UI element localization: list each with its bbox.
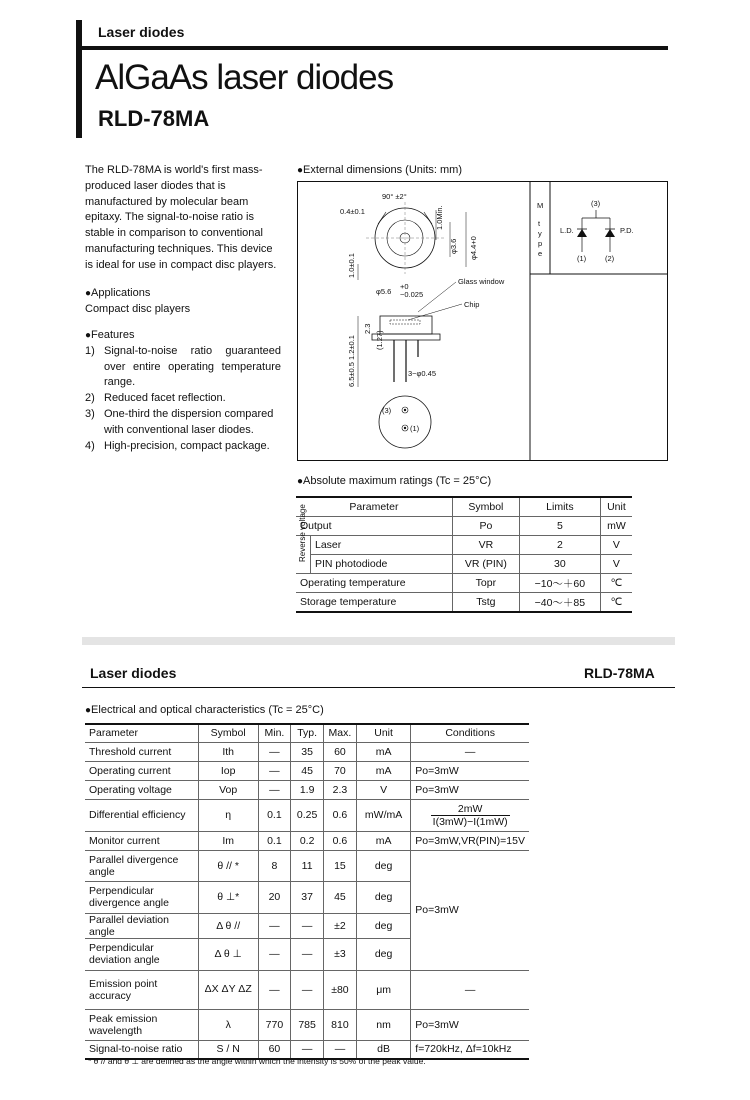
table-row (85, 761, 529, 780)
reverse-voltage-label: Reverse voltage (298, 503, 307, 562)
features-section (85, 328, 281, 454)
param-cell: PIN photodiode (311, 555, 453, 574)
limit-cell: 2 (519, 536, 600, 555)
min-cell: — (258, 742, 291, 761)
typ-cell: 37 (291, 881, 324, 913)
feature-text: Reduced facet reflection. (104, 392, 226, 405)
dim-angle-label: 90° ±2° (382, 192, 407, 201)
type-letter: t (538, 219, 541, 228)
param-cell: Parallel divergence angle (85, 850, 198, 881)
unit-cell: deg (356, 850, 410, 881)
condition-cell: Po=3mW,VR(PIN)=15V (411, 831, 529, 850)
dim-label: 3−φ0.45 (408, 369, 437, 378)
max-cell: 0.6 (323, 799, 356, 831)
param-cell: Differential efficiency (85, 799, 198, 831)
limit-cell: 30 (519, 555, 600, 574)
unit-cell: deg (356, 913, 410, 938)
typ-cell: — (291, 970, 324, 1009)
dimensions-heading (297, 164, 462, 176)
page-separator (82, 637, 675, 645)
table-row (85, 799, 529, 831)
table-row (85, 970, 529, 1009)
group-cell (296, 503, 311, 574)
category-label: Laser diodes (98, 24, 185, 40)
param-cell: Output (296, 517, 452, 536)
applications-heading: Applications (91, 287, 151, 299)
max-cell: 60 (323, 742, 356, 761)
table-row (85, 1009, 529, 1040)
unit-cell: mW/mA (356, 799, 410, 831)
product-description: The RLD-78MA is world's first mass-produced laser diodes that is manufactured by molecular beam epitaxy. The signal-to-noise ratio is stable in comparison to conventional manufacturing techniques. This device is ideal for use in compact disc players. (85, 164, 277, 271)
chip-label: Chip (464, 300, 480, 309)
fraction-numerator: 2mW (431, 803, 510, 816)
column-header: Typ. (291, 724, 324, 742)
typ-cell: — (291, 1040, 324, 1059)
symbol-cell: VR (452, 536, 519, 555)
feature-number: 2) (85, 392, 95, 405)
table-row (296, 536, 632, 555)
page2-model-number: RLD-78MA (584, 665, 655, 681)
limit-cell: −10～＋60 (519, 574, 600, 593)
unit-cell: deg (356, 938, 410, 970)
abs-ratings-table (296, 496, 632, 613)
dim-label: 0.4±0.1 (340, 207, 365, 216)
max-cell: — (323, 1040, 356, 1059)
condition-cell: f=720kHz, Δf=10kHz (411, 1040, 529, 1059)
column-header: Symbol (452, 497, 519, 517)
unit-cell: ℃ (600, 574, 632, 593)
footnote: * θ // and θ ⊥ are defined as the angle within which the intensity is 50% of the peak value. (88, 1056, 426, 1066)
max-cell: 45 (323, 881, 356, 913)
typ-cell: 45 (291, 761, 324, 780)
typ-cell: 0.2 (291, 831, 324, 850)
dim-label: 6.5±0.5 (347, 362, 356, 387)
condition-cell: — (411, 970, 529, 1009)
max-cell: 810 (323, 1009, 356, 1040)
min-cell: 0.1 (258, 831, 291, 850)
fraction (431, 803, 510, 828)
symbol-cell: θ // * (198, 850, 258, 881)
dimensions-heading-text: External dimensions (Units: mm) (303, 164, 462, 176)
table-row (296, 574, 632, 593)
feature-number: 3) (85, 407, 95, 420)
min-cell: 8 (258, 850, 291, 881)
table-row (85, 850, 529, 881)
abs-ratings-heading-text: Absolute maximum ratings (Tc = 25°C) (303, 475, 492, 487)
condition-cell: — (411, 742, 529, 761)
electrical-heading-text: Electrical and optical characteristics (Tc = 25°C) (91, 704, 324, 716)
dim-label: φ3.6 (449, 238, 458, 254)
column-header: Parameter (85, 724, 198, 742)
param-cell: Emission point accuracy (85, 970, 198, 1009)
unit-cell: μm (356, 970, 410, 1009)
feature-number: 1) (85, 344, 95, 357)
max-cell: ±2 (323, 913, 356, 938)
applications-text: Compact disc players (85, 302, 191, 315)
column-header: Conditions (411, 724, 529, 742)
unit-cell: mA (356, 831, 410, 850)
min-cell: 770 (258, 1009, 291, 1040)
abs-ratings-heading (297, 475, 491, 487)
package-outline-bottom (379, 396, 431, 448)
min-cell: — (258, 938, 291, 970)
min-cell: — (258, 761, 291, 780)
typ-cell: 35 (291, 742, 324, 761)
page2-category-label: Laser diodes (90, 665, 177, 681)
param-cell: Monitor current (85, 831, 198, 850)
column-header: Parameter (296, 497, 452, 517)
param-cell: Operating voltage (85, 780, 198, 799)
feature-number: 4) (85, 439, 95, 452)
circuit-pin-label: (2) (605, 254, 615, 263)
circuit-diagram (560, 199, 634, 263)
page2-header-rule (82, 687, 675, 688)
symbol-cell: Iop (198, 761, 258, 780)
max-cell: ±80 (323, 970, 356, 1009)
dim-tolerance: −0.025 (400, 290, 424, 299)
column-header: Limits (519, 497, 600, 517)
fraction-denominator: I(3mW)−I(1mW) (432, 815, 508, 828)
max-cell: 15 (323, 850, 356, 881)
type-letter: e (538, 249, 543, 258)
feature-item (85, 407, 281, 439)
param-cell: Perpendicular deviation angle (85, 938, 198, 970)
type-letter: M (537, 201, 544, 210)
unit-cell: mW (600, 517, 632, 536)
column-header: Symbol (198, 724, 258, 742)
typ-cell: 785 (291, 1009, 324, 1040)
dimensions-diagram (297, 181, 668, 461)
type-letter: y (538, 229, 542, 238)
param-cell: Parallel deviation angle (85, 913, 198, 938)
condition-cell: Po=3mW (411, 761, 529, 780)
typ-cell: 0.25 (291, 799, 324, 831)
typ-cell: 1.9 (291, 780, 324, 799)
param-cell: Laser (311, 536, 453, 555)
table-row (85, 742, 529, 761)
applications-section (85, 286, 281, 318)
symbol-cell: λ (198, 1009, 258, 1040)
limit-cell: −40～＋85 (519, 593, 600, 613)
param-cell: Threshold current (85, 742, 198, 761)
condition-cell (411, 799, 529, 831)
feature-item (85, 439, 281, 455)
limit-cell: 5 (519, 517, 600, 536)
laser-diode-label: L.D. (560, 226, 574, 235)
header-rule (82, 46, 668, 50)
pin-label: (3) (382, 406, 392, 415)
symbol-cell: Im (198, 831, 258, 850)
dim-label: φ5.6 (376, 287, 392, 296)
table-header-row (85, 724, 529, 742)
features-heading: Features (91, 329, 135, 341)
symbol-cell: S / N (198, 1040, 258, 1059)
symbol-cell: Δ θ // (198, 913, 258, 938)
unit-cell: dB (356, 1040, 410, 1059)
unit-cell: V (356, 780, 410, 799)
dim-label: φ4.4+0 (469, 236, 478, 260)
feature-text: High-precision, compact package. (104, 439, 270, 452)
symbol-cell: ΔX ΔY ΔZ (198, 970, 258, 1009)
symbol-cell: Vop (198, 780, 258, 799)
condition-cell: Po=3mW (411, 780, 529, 799)
column-header: Min. (258, 724, 291, 742)
table-header-row (296, 497, 632, 517)
typ-cell: — (291, 913, 324, 938)
min-cell: — (258, 780, 291, 799)
min-cell: 20 (258, 881, 291, 913)
photodiode-label: P.D. (620, 226, 634, 235)
column-header: Max. (323, 724, 356, 742)
package-cap (380, 316, 432, 334)
glass-window-label: Glass window (458, 277, 505, 286)
unit-cell: mA (356, 742, 410, 761)
symbol-cell: VR (PIN) (452, 555, 519, 574)
condition-cell: Po=3mW (411, 1009, 529, 1040)
max-cell: 70 (323, 761, 356, 780)
typ-cell: 11 (291, 850, 324, 881)
symbol-cell: Δ θ ⊥ (198, 938, 258, 970)
table-row (296, 593, 632, 613)
page-title: AlGaAs laser diodes (95, 58, 394, 97)
electrical-heading (85, 704, 324, 716)
table-row (85, 780, 529, 799)
symbol-cell: θ ⊥* (198, 881, 258, 913)
circuit-pin-label: (1) (577, 254, 587, 263)
unit-cell: ℃ (600, 593, 632, 613)
param-cell: Storage temperature (296, 593, 452, 613)
pin-label: (1) (410, 424, 420, 433)
max-cell: 2.3 (323, 780, 356, 799)
param-cell: Operating current (85, 761, 198, 780)
dim-label: 1.0Min. (435, 205, 444, 230)
typ-cell: — (291, 938, 324, 970)
param-cell: Signal-to-noise ratio (85, 1040, 198, 1059)
unit-cell: deg (356, 881, 410, 913)
max-cell: ±3 (323, 938, 356, 970)
unit-cell: V (600, 555, 632, 574)
symbol-cell: Tstg (452, 593, 519, 613)
dim-label: (1.27) (375, 330, 384, 350)
symbol-cell: Topr (452, 574, 519, 593)
unit-cell: V (600, 536, 632, 555)
dimension-drawing (298, 182, 667, 460)
table-row (85, 831, 529, 850)
min-cell: — (258, 970, 291, 1009)
dim-label: 1.0±0.1 (347, 253, 356, 278)
symbol-cell: Ith (198, 742, 258, 761)
table-row (296, 555, 632, 574)
electrical-table (85, 723, 529, 1060)
feature-item (85, 391, 281, 407)
symbol-cell: Po (452, 517, 519, 536)
column-header: Unit (356, 724, 410, 742)
max-cell: 0.6 (323, 831, 356, 850)
feature-text: Signal-to-noise ratio guaranteed over entire operating temperature range. (104, 344, 281, 389)
param-cell: Perpendicular divergence angle (85, 881, 198, 913)
param-cell: Operating temperature (296, 574, 452, 593)
min-cell: 0.1 (258, 799, 291, 831)
param-cell: Peak emission wavelength (85, 1009, 198, 1040)
type-letter: p (538, 239, 543, 248)
column-header: Unit (600, 497, 632, 517)
dim-label: 1.2±0.1 (347, 335, 356, 360)
unit-cell: nm (356, 1009, 410, 1040)
unit-cell: mA (356, 761, 410, 780)
table-row (296, 517, 632, 536)
model-number: RLD-78MA (98, 106, 210, 131)
header-accent-bar (76, 20, 82, 138)
circuit-pin-label: (3) (591, 199, 601, 208)
symbol-cell: η (198, 799, 258, 831)
min-cell: 60 (258, 1040, 291, 1059)
dim-tolerance: +0 (400, 282, 409, 291)
dim-label: 2.3 (363, 323, 372, 334)
feature-text: One-third the dispersion compared with conventional laser diodes. (104, 407, 274, 436)
condition-cell: Po=3mW (411, 850, 529, 970)
feature-item (85, 344, 281, 391)
min-cell: — (258, 913, 291, 938)
